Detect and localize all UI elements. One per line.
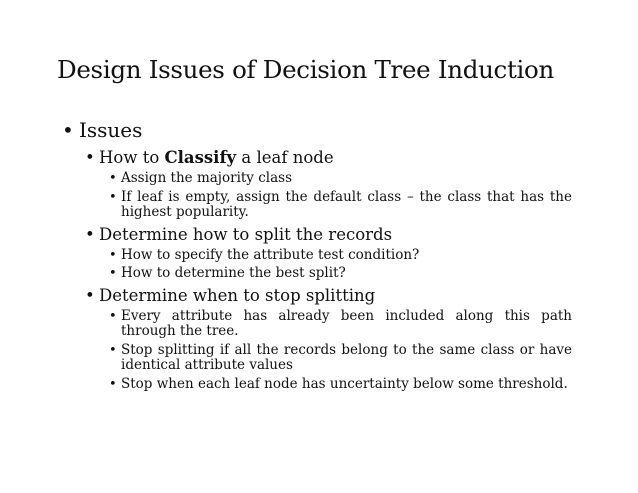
- sub-bullet: [109, 377, 572, 393]
- sub-bullet-text: Stop splitting if all the records belong to the same class or have identical attribute values: [121, 341, 572, 373]
- bullet-issues: [62, 118, 572, 142]
- bullet-dot-icon: •: [109, 376, 117, 392]
- bullet-dot-icon: •: [109, 247, 117, 263]
- sub-bullet: [109, 309, 572, 340]
- sub-bullet: [109, 343, 572, 374]
- sub-bullet-text: Stop when each leaf node has uncertainty below some threshold.: [121, 375, 568, 392]
- bullet-text: Determine when to stop splitting: [99, 285, 376, 305]
- sub-bullet: [109, 266, 572, 282]
- bullet-dot-icon: •: [109, 308, 117, 324]
- bullet-split-records: [85, 225, 572, 245]
- bullet-text-post: a leaf node: [236, 148, 334, 167]
- bullet-dot-icon: •: [85, 224, 95, 244]
- sub-bullet: [109, 248, 572, 264]
- bullet-stop-splitting: [85, 286, 572, 306]
- sub-bullet-text: How to determine the best split?: [121, 265, 346, 281]
- bullet-dot-icon: •: [109, 171, 117, 186]
- bullet-text-bold: Classify: [164, 148, 237, 167]
- bullet-text: Determine how to split the records: [99, 224, 393, 244]
- sub-bullet-text: How to specify the attribute test condition?: [121, 246, 420, 263]
- bullet-text: Issues: [79, 118, 143, 142]
- bullet-list: [62, 118, 572, 392]
- slide-title: Design Issues of Decision Tree Induction: [57, 55, 554, 84]
- bullet-dot-icon: •: [109, 342, 117, 358]
- sub-bullet-text: Assign the majority class: [121, 170, 293, 186]
- bullet-dot-icon: •: [109, 189, 117, 205]
- bullet-dot-icon: •: [85, 285, 95, 305]
- bullet-dot-icon: •: [85, 148, 95, 167]
- bullet-classify-leaf: [85, 148, 572, 168]
- bullet-text-pre: How to: [99, 148, 165, 167]
- sub-bullet: [109, 190, 572, 221]
- sub-bullet: [109, 171, 572, 187]
- sub-bullet-text: If leaf is empty, assign the default class – the class that has the highest popularity.: [121, 188, 572, 220]
- bullet-dot-icon: •: [109, 266, 117, 281]
- bullet-dot-icon: •: [62, 118, 74, 142]
- sub-bullet-text: Every attribute has already been included along this path through the tree.: [121, 307, 572, 339]
